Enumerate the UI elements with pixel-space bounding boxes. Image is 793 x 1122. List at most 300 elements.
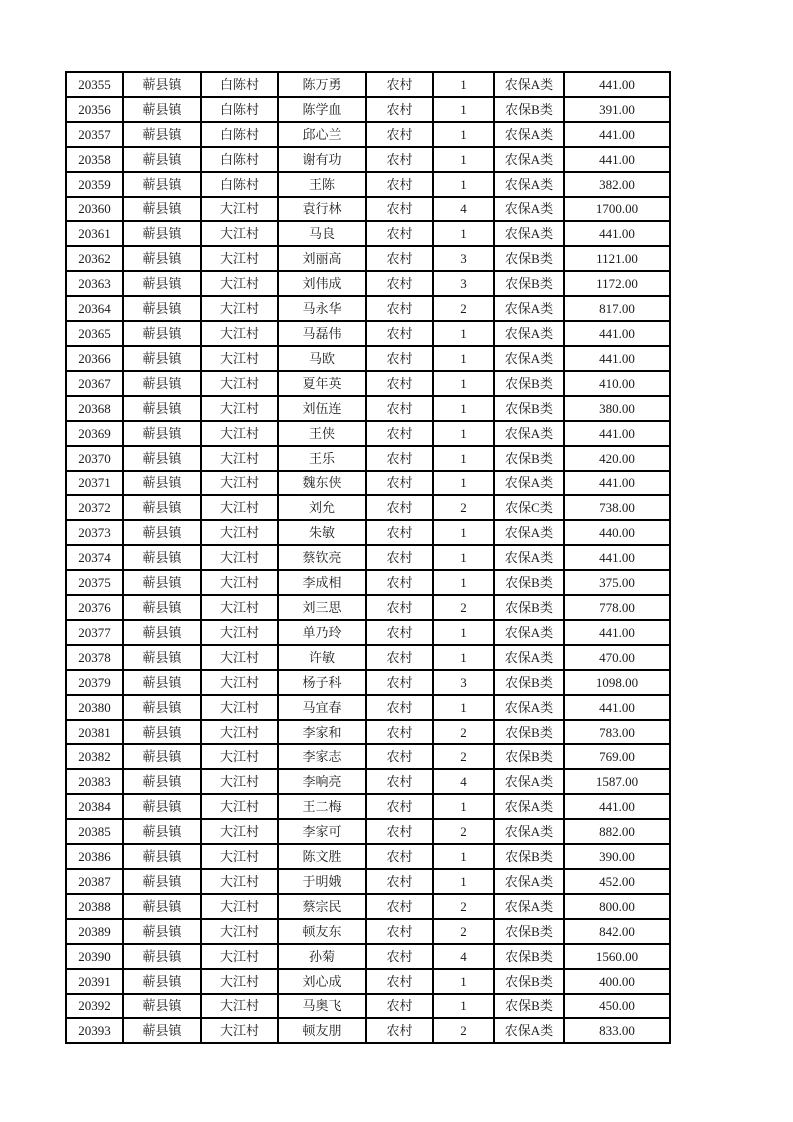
cell-name: 蔡钦亮 [278,545,366,570]
cell-type: 农村 [366,994,433,1019]
cell-amount: 375.00 [564,570,670,595]
cell-id: 20376 [66,595,123,620]
cell-id: 20383 [66,769,123,794]
cell-type: 农村 [366,396,433,421]
cell-category: 农保A类 [494,869,564,894]
cell-name: 李家志 [278,744,366,769]
cell-name: 孙菊 [278,944,366,969]
cell-category: 农保A类 [494,421,564,446]
cell-count: 1 [433,172,494,197]
table-row [66,520,670,545]
cell-town: 蕲县镇 [123,221,201,246]
table-row [66,570,670,595]
cell-town: 蕲县镇 [123,819,201,844]
cell-amount: 833.00 [564,1018,670,1043]
cell-category: 农保A类 [494,221,564,246]
cell-amount: 390.00 [564,844,670,869]
cell-category: 农保A类 [494,321,564,346]
cell-amount: 441.00 [564,346,670,371]
cell-id: 20381 [66,720,123,745]
cell-village: 大江村 [201,321,278,346]
table-row [66,147,670,172]
cell-village: 大江村 [201,421,278,446]
cell-town: 蕲县镇 [123,844,201,869]
cell-village: 大江村 [201,197,278,222]
cell-name: 蔡宗民 [278,894,366,919]
cell-name: 魏东侠 [278,471,366,496]
cell-name: 马奥飞 [278,994,366,1019]
cell-type: 农村 [366,720,433,745]
table-row [66,695,670,720]
cell-amount: 738.00 [564,495,670,520]
cell-count: 2 [433,1018,494,1043]
cell-village: 白陈村 [201,172,278,197]
cell-category: 农保B类 [494,396,564,421]
table-row [66,819,670,844]
cell-count: 2 [433,819,494,844]
cell-name: 马磊伟 [278,321,366,346]
cell-category: 农保C类 [494,495,564,520]
cell-name: 杨子科 [278,670,366,695]
cell-type: 农村 [366,919,433,944]
cell-name: 夏年英 [278,371,366,396]
table-row [66,844,670,869]
cell-category: 农保B类 [494,246,564,271]
cell-count: 1 [433,346,494,371]
cell-name: 陈万勇 [278,72,366,97]
cell-id: 20389 [66,919,123,944]
cell-amount: 380.00 [564,396,670,421]
cell-category: 农保A类 [494,545,564,570]
cell-id: 20361 [66,221,123,246]
cell-category: 农保B类 [494,944,564,969]
table-row [66,197,670,222]
cell-id: 20367 [66,371,123,396]
cell-village: 大江村 [201,1018,278,1043]
cell-category: 农保B类 [494,994,564,1019]
table-row [66,296,670,321]
cell-type: 农村 [366,321,433,346]
cell-town: 蕲县镇 [123,197,201,222]
cell-town: 蕲县镇 [123,969,201,994]
cell-town: 蕲县镇 [123,720,201,745]
cell-name: 马欧 [278,346,366,371]
cell-name: 邱心兰 [278,122,366,147]
table-row [66,172,670,197]
cell-village: 大江村 [201,869,278,894]
cell-town: 蕲县镇 [123,321,201,346]
cell-name: 李成相 [278,570,366,595]
cell-category: 农保B类 [494,271,564,296]
cell-type: 农村 [366,969,433,994]
cell-town: 蕲县镇 [123,396,201,421]
table-row [66,446,670,471]
cell-id: 20385 [66,819,123,844]
cell-type: 农村 [366,595,433,620]
cell-id: 20366 [66,346,123,371]
cell-town: 蕲县镇 [123,620,201,645]
cell-type: 农村 [366,620,433,645]
cell-town: 蕲县镇 [123,421,201,446]
table-row [66,371,670,396]
table-row [66,894,670,919]
cell-village: 大江村 [201,595,278,620]
cell-name: 刘允 [278,495,366,520]
cell-count: 1 [433,147,494,172]
cell-village: 大江村 [201,645,278,670]
cell-id: 20390 [66,944,123,969]
cell-id: 20375 [66,570,123,595]
table-row [66,97,670,122]
benefit-roster-table [65,71,671,1044]
cell-town: 蕲县镇 [123,371,201,396]
cell-category: 农保B类 [494,595,564,620]
cell-id: 20359 [66,172,123,197]
cell-village: 大江村 [201,720,278,745]
cell-category: 农保B类 [494,744,564,769]
cell-town: 蕲县镇 [123,769,201,794]
cell-amount: 842.00 [564,919,670,944]
cell-amount: 441.00 [564,122,670,147]
cell-count: 1 [433,570,494,595]
cell-name: 顿友朋 [278,1018,366,1043]
cell-town: 蕲县镇 [123,545,201,570]
cell-name: 刘三思 [278,595,366,620]
cell-category: 农保B类 [494,97,564,122]
cell-amount: 1121.00 [564,246,670,271]
table-row [66,944,670,969]
cell-village: 大江村 [201,695,278,720]
cell-name: 刘伍连 [278,396,366,421]
cell-amount: 450.00 [564,994,670,1019]
cell-amount: 441.00 [564,72,670,97]
cell-type: 农村 [366,421,433,446]
cell-type: 农村 [366,894,433,919]
cell-town: 蕲县镇 [123,869,201,894]
cell-id: 20377 [66,620,123,645]
cell-id: 20372 [66,495,123,520]
cell-id: 20388 [66,894,123,919]
cell-name: 陈学血 [278,97,366,122]
cell-count: 2 [433,894,494,919]
cell-amount: 391.00 [564,97,670,122]
cell-town: 蕲县镇 [123,97,201,122]
cell-category: 农保B类 [494,969,564,994]
cell-id: 20355 [66,72,123,97]
cell-type: 农村 [366,645,433,670]
cell-count: 1 [433,221,494,246]
cell-count: 2 [433,296,494,321]
cell-amount: 441.00 [564,421,670,446]
table-row [66,346,670,371]
cell-town: 蕲县镇 [123,894,201,919]
cell-id: 20374 [66,545,123,570]
cell-amount: 441.00 [564,794,670,819]
cell-village: 大江村 [201,396,278,421]
cell-amount: 400.00 [564,969,670,994]
cell-village: 大江村 [201,670,278,695]
cell-amount: 778.00 [564,595,670,620]
cell-type: 农村 [366,72,433,97]
cell-type: 农村 [366,570,433,595]
cell-village: 大江村 [201,794,278,819]
cell-category: 农保B类 [494,919,564,944]
cell-village: 白陈村 [201,147,278,172]
cell-category: 农保A类 [494,769,564,794]
cell-village: 大江村 [201,495,278,520]
cell-id: 20356 [66,97,123,122]
table-row [66,221,670,246]
table-row [66,645,670,670]
cell-town: 蕲县镇 [123,72,201,97]
cell-type: 农村 [366,744,433,769]
cell-town: 蕲县镇 [123,919,201,944]
cell-name: 陈文胜 [278,844,366,869]
cell-type: 农村 [366,695,433,720]
cell-count: 1 [433,869,494,894]
cell-village: 大江村 [201,221,278,246]
cell-town: 蕲县镇 [123,670,201,695]
cell-village: 大江村 [201,246,278,271]
cell-amount: 441.00 [564,620,670,645]
cell-type: 农村 [366,371,433,396]
table-row [66,246,670,271]
table-row [66,869,670,894]
cell-type: 农村 [366,794,433,819]
cell-village: 白陈村 [201,122,278,147]
cell-village: 白陈村 [201,97,278,122]
cell-count: 2 [433,720,494,745]
cell-category: 农保A类 [494,520,564,545]
cell-amount: 420.00 [564,446,670,471]
cell-amount: 440.00 [564,520,670,545]
cell-count: 1 [433,471,494,496]
cell-amount: 470.00 [564,645,670,670]
table-row [66,396,670,421]
cell-name: 王乐 [278,446,366,471]
cell-amount: 817.00 [564,296,670,321]
cell-village: 大江村 [201,471,278,496]
cell-name: 李家可 [278,819,366,844]
cell-id: 20393 [66,1018,123,1043]
table-row [66,620,670,645]
cell-amount: 441.00 [564,147,670,172]
cell-category: 农保A类 [494,620,564,645]
table-row [66,1018,670,1043]
cell-category: 农保A类 [494,894,564,919]
cell-type: 农村 [366,545,433,570]
cell-count: 1 [433,421,494,446]
cell-town: 蕲县镇 [123,1018,201,1043]
cell-id: 20378 [66,645,123,670]
cell-type: 农村 [366,221,433,246]
cell-id: 20365 [66,321,123,346]
cell-category: 农保B类 [494,670,564,695]
cell-type: 农村 [366,520,433,545]
cell-id: 20382 [66,744,123,769]
cell-id: 20391 [66,969,123,994]
cell-town: 蕲县镇 [123,246,201,271]
cell-type: 农村 [366,122,433,147]
cell-town: 蕲县镇 [123,744,201,769]
cell-town: 蕲县镇 [123,446,201,471]
cell-id: 20392 [66,994,123,1019]
table-row [66,994,670,1019]
cell-count: 4 [433,944,494,969]
cell-type: 农村 [366,1018,433,1043]
cell-town: 蕲县镇 [123,695,201,720]
cell-village: 大江村 [201,545,278,570]
cell-category: 农保B类 [494,371,564,396]
cell-village: 大江村 [201,769,278,794]
cell-count: 4 [433,197,494,222]
cell-amount: 441.00 [564,545,670,570]
cell-count: 1 [433,645,494,670]
cell-count: 1 [433,446,494,471]
table-row [66,271,670,296]
cell-count: 1 [433,396,494,421]
cell-village: 大江村 [201,919,278,944]
cell-id: 20371 [66,471,123,496]
table-row [66,769,670,794]
cell-town: 蕲县镇 [123,471,201,496]
cell-id: 20370 [66,446,123,471]
cell-village: 大江村 [201,346,278,371]
cell-village: 大江村 [201,744,278,769]
table-row [66,919,670,944]
cell-name: 朱敏 [278,520,366,545]
cell-id: 20364 [66,296,123,321]
cell-category: 农保A类 [494,197,564,222]
cell-name: 马永华 [278,296,366,321]
cell-village: 白陈村 [201,72,278,97]
cell-id: 20380 [66,695,123,720]
cell-village: 大江村 [201,944,278,969]
cell-amount: 441.00 [564,221,670,246]
cell-village: 大江村 [201,819,278,844]
cell-town: 蕲县镇 [123,994,201,1019]
cell-category: 农保A类 [494,172,564,197]
cell-amount: 410.00 [564,371,670,396]
table-row [66,720,670,745]
table-row [66,545,670,570]
cell-category: 农保A类 [494,1018,564,1043]
cell-count: 1 [433,371,494,396]
cell-id: 20368 [66,396,123,421]
cell-type: 农村 [366,819,433,844]
cell-town: 蕲县镇 [123,645,201,670]
cell-village: 大江村 [201,570,278,595]
cell-town: 蕲县镇 [123,944,201,969]
cell-id: 20369 [66,421,123,446]
cell-town: 蕲县镇 [123,147,201,172]
cell-category: 农保A类 [494,72,564,97]
cell-name: 李家和 [278,720,366,745]
cell-category: 农保A类 [494,122,564,147]
cell-id: 20387 [66,869,123,894]
cell-village: 大江村 [201,296,278,321]
cell-amount: 800.00 [564,894,670,919]
cell-name: 谢有功 [278,147,366,172]
table-row [66,744,670,769]
cell-name: 刘伟成 [278,271,366,296]
cell-count: 3 [433,670,494,695]
cell-type: 农村 [366,471,433,496]
cell-town: 蕲县镇 [123,122,201,147]
cell-type: 农村 [366,769,433,794]
cell-count: 2 [433,495,494,520]
cell-type: 农村 [366,97,433,122]
table-row [66,670,670,695]
cell-name: 马宜春 [278,695,366,720]
cell-count: 1 [433,844,494,869]
cell-count: 3 [433,246,494,271]
cell-village: 大江村 [201,969,278,994]
cell-type: 农村 [366,172,433,197]
cell-count: 1 [433,321,494,346]
cell-type: 农村 [366,446,433,471]
cell-amount: 1098.00 [564,670,670,695]
cell-id: 20360 [66,197,123,222]
cell-count: 1 [433,520,494,545]
cell-count: 3 [433,271,494,296]
cell-category: 农保A类 [494,346,564,371]
cell-village: 大江村 [201,894,278,919]
table-row [66,595,670,620]
cell-name: 王二梅 [278,794,366,819]
cell-town: 蕲县镇 [123,172,201,197]
cell-id: 20357 [66,122,123,147]
cell-village: 大江村 [201,271,278,296]
cell-village: 大江村 [201,371,278,396]
cell-town: 蕲县镇 [123,495,201,520]
cell-count: 1 [433,994,494,1019]
cell-category: 农保B类 [494,446,564,471]
cell-name: 王侠 [278,421,366,446]
cell-name: 许敏 [278,645,366,670]
cell-name: 王陈 [278,172,366,197]
cell-amount: 1587.00 [564,769,670,794]
cell-type: 农村 [366,147,433,172]
cell-count: 2 [433,919,494,944]
cell-town: 蕲县镇 [123,296,201,321]
cell-category: 农保B类 [494,720,564,745]
cell-amount: 382.00 [564,172,670,197]
cell-town: 蕲县镇 [123,595,201,620]
cell-count: 1 [433,620,494,645]
cell-name: 于明娥 [278,869,366,894]
cell-town: 蕲县镇 [123,570,201,595]
cell-amount: 441.00 [564,695,670,720]
cell-type: 农村 [366,197,433,222]
cell-type: 农村 [366,346,433,371]
cell-type: 农村 [366,844,433,869]
cell-count: 1 [433,97,494,122]
cell-type: 农村 [366,246,433,271]
cell-category: 农保A类 [494,645,564,670]
cell-category: 农保A类 [494,794,564,819]
cell-id: 20379 [66,670,123,695]
cell-category: 农保B类 [494,570,564,595]
cell-amount: 1560.00 [564,944,670,969]
cell-name: 顿友东 [278,919,366,944]
cell-name: 马良 [278,221,366,246]
cell-type: 农村 [366,271,433,296]
cell-category: 农保A类 [494,471,564,496]
cell-town: 蕲县镇 [123,794,201,819]
cell-type: 农村 [366,670,433,695]
cell-id: 20384 [66,794,123,819]
